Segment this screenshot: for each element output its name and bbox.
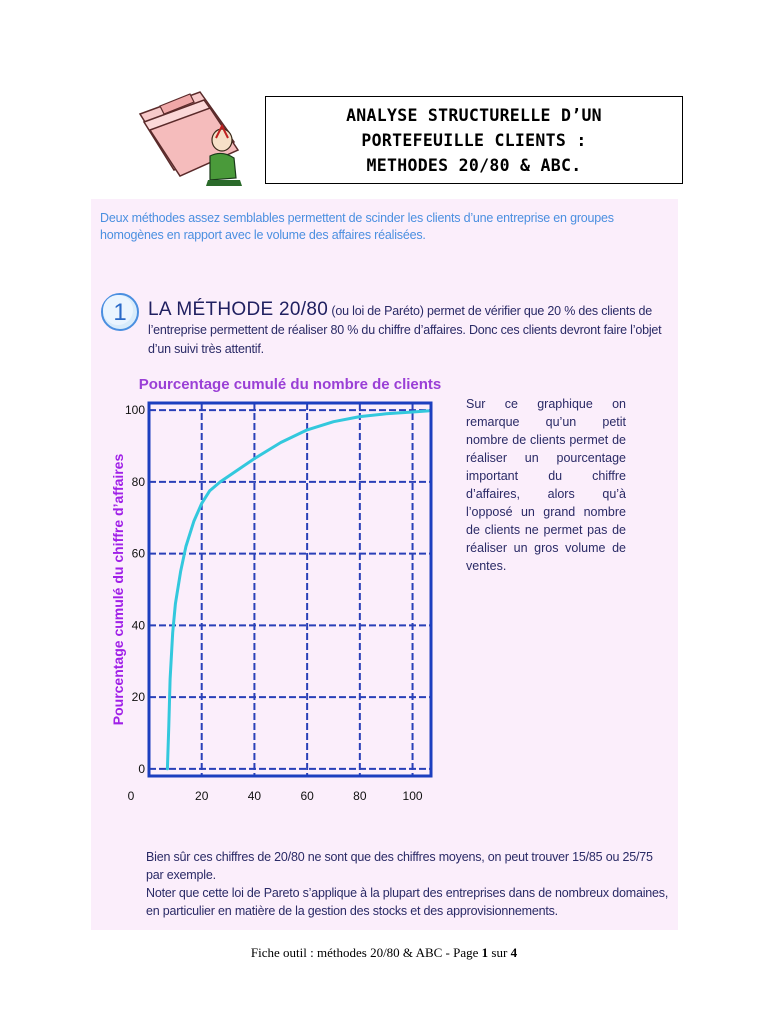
page-footer [0,945,768,961]
chart-grid [149,403,431,776]
chart-title: Pourcentage cumulé du nombre de clients [138,376,442,393]
x-tick-label: 20 [195,789,209,803]
x-tick-label: 0 [127,789,135,803]
y-tick-label: 40 [131,618,145,633]
conclusion-paragraph-1: Bien sûr ces chiffres de 20/80 ne sont que des chiffres moyens, on peut trouver 15/85 ou 25/75 par exemple. [146,850,653,882]
y-tick-label: 0 [138,761,145,776]
title-line-1: ANALYSE STRUCTURELLE D’UN [346,105,602,125]
section-1-heading-paren: (ou loi de Paréto) [331,304,424,318]
title-line-2: PORTEFEUILLE CLIENTS : [361,130,587,150]
x-tick-label: 40 [247,789,262,803]
section-1-paragraph [148,300,668,359]
intro-paragraph: Deux méthodes assez semblables permettent de scinder les clients d’une entreprise en groupes homogènes en rapport avec le volume des affaires réalisées. [100,211,614,242]
footer-page-number: 1 [481,945,489,960]
folders-clipart-illustration [130,74,260,194]
pareto-curve [167,411,428,769]
y-tick-label: 20 [131,690,145,705]
document-title-box [265,96,683,184]
x-tick-label: 100 [402,789,423,803]
pareto-chart [95,365,450,810]
chart-plot-frame [149,403,431,776]
y-tick-label: 100 [124,403,145,418]
footer-middle: sur [488,945,511,960]
section-number-badge [100,292,140,332]
x-tick-label: 60 [300,789,314,803]
title-line-3: METHODES 20/80 & ABC. [366,155,582,175]
section-number: 1 [113,299,127,326]
chart-commentary: Sur ce graphique on remarque qu’un petit nombre de clients permet de réaliser un pourcentage important du chiffre d’affaires, alors qu’à l’opposé un grand nombre de clients ne permet pas de réaliser un gros volume de ventes. [466,397,626,573]
section-1-heading: LA MÉTHODE 20/80 [148,299,329,320]
footer-prefix: Fiche outil : méthodes 20/80 & ABC - Page [250,945,482,960]
conclusion-text [146,848,671,920]
y-tick-label: 60 [131,546,145,561]
x-tick-label: 80 [353,789,367,803]
conclusion-paragraph-2: Noter que cette loi de Pareto s’applique à la plupart des entreprises dans de nombreux domaines, en particulier en matière de la gestion des stocks et des approvisionnements. [146,886,669,918]
chart-series [167,411,428,769]
chart-y-axis-label: Pourcentage cumulé du chiffre d’affaires [110,453,126,726]
footer-page-total: 4 [510,945,518,960]
y-tick-label: 80 [131,474,145,489]
section-1-text: permet de vérifier que 20 % des clients de l’entreprise permettent de réaliser 80 % du chiffre d’affaires. Donc ces clients devront faire l’objet d’un suivi très attentif. [148,304,662,356]
